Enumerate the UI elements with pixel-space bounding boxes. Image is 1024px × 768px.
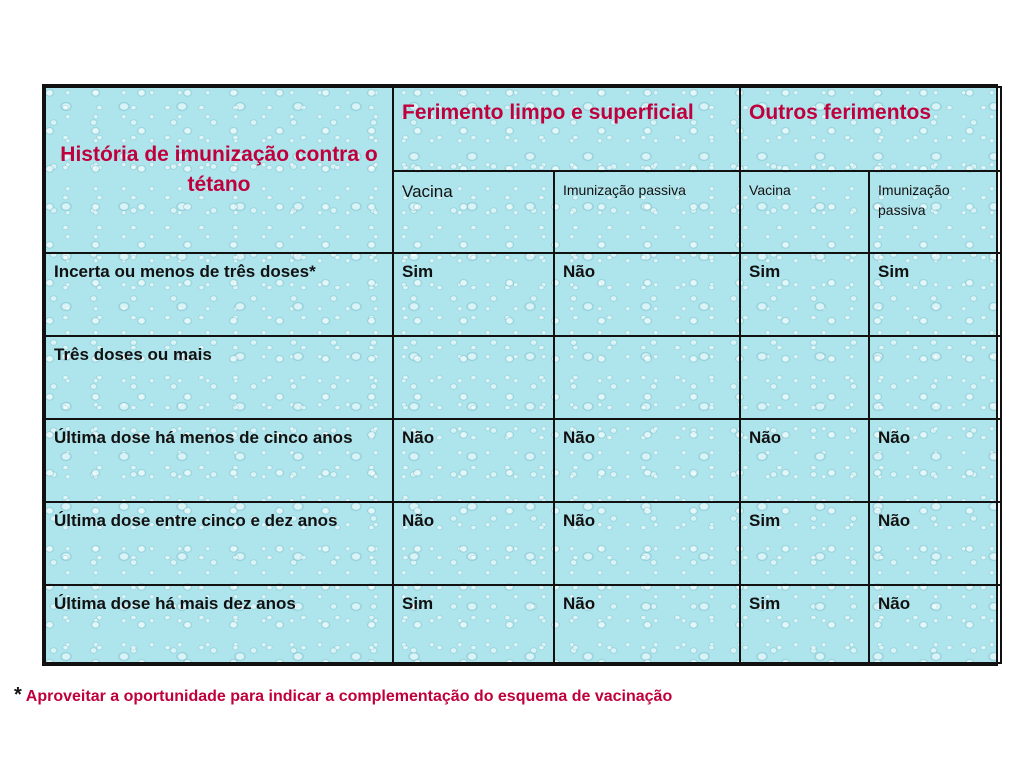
row-label: Última dose há menos de cinco anos [45,419,393,502]
row-label: Última dose há mais dez anos [45,585,393,663]
row-label: Três doses ou mais [45,336,393,419]
cell-value [869,336,1001,419]
cell-value: Não [869,502,1001,585]
sub-header-vaccine-other: Vacina [740,171,869,253]
history-header: História de imunização contra o tétano [45,87,393,253]
sub-header-passive-clean: Imunização passiva [554,171,740,253]
cell-value [393,336,554,419]
row-label: Incerta ou menos de três doses* [45,253,393,336]
cell-value [740,336,869,419]
cell-value: Não [869,585,1001,663]
group-header-other-wounds: Outros ferimentos [740,87,1001,171]
cell-value: Sim [393,253,554,336]
tetanus-table-container [42,84,998,666]
table-row [45,585,1001,663]
cell-value: Sim [740,585,869,663]
cell-value: Não [393,502,554,585]
cell-value: Não [740,419,869,502]
table-row [45,419,1001,502]
sub-header-passive-other: Imunização passiva [869,171,1001,253]
cell-value: Não [554,253,740,336]
cell-value: Sim [869,253,1001,336]
table-row [45,336,1001,419]
footnote [14,684,672,707]
tetanus-prophylaxis-table [44,86,1002,664]
row-label: Última dose entre cinco e dez anos [45,502,393,585]
cell-value: Sim [393,585,554,663]
footnote-marker: * [14,684,22,706]
group-header-clean-wound: Ferimento limpo e superficial [393,87,740,171]
table-row [45,502,1001,585]
cell-value: Não [393,419,554,502]
group-header-row [45,87,1001,171]
sub-header-vaccine-clean: Vacina [393,171,554,253]
cell-value: Não [554,419,740,502]
table-row [45,253,1001,336]
cell-value: Sim [740,502,869,585]
cell-value [554,336,740,419]
cell-value: Não [869,419,1001,502]
cell-value: Sim [740,253,869,336]
cell-value: Não [554,502,740,585]
cell-value: Não [554,585,740,663]
footnote-text: Aproveitar a oportunidade para indicar a complementação do esquema de vacinação [25,688,673,705]
